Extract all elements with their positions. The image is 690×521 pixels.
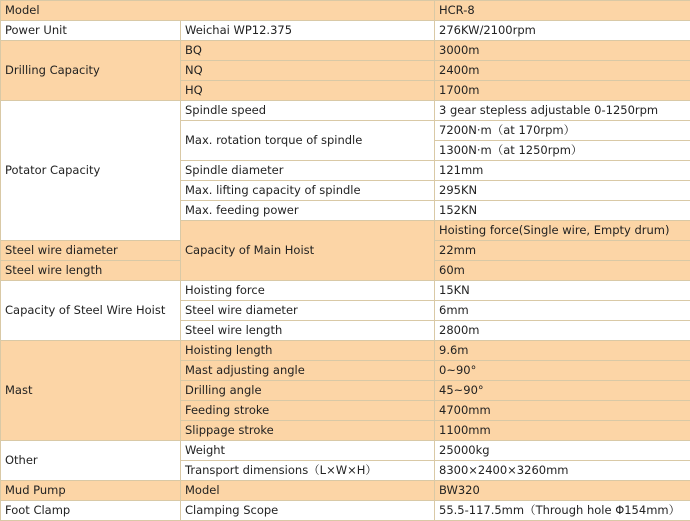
main-hoist-label: Capacity of Main Hoist <box>181 221 435 281</box>
rotator-value: 295KN <box>435 181 690 201</box>
mast-value: 45~90° <box>435 381 690 401</box>
model-label: Model <box>1 1 435 21</box>
rotator-param: Max. rotation torque of spindle <box>181 121 435 161</box>
main-hoist-value: 60m <box>435 261 690 281</box>
other-param: Transport dimensions（L×W×H） <box>181 461 435 481</box>
drilling-value: 3000m <box>435 41 690 61</box>
wire-hoist-param: Hoisting force <box>181 281 435 301</box>
mud-pump-value: BW320 <box>435 481 690 501</box>
drilling-capacity-label: Drilling Capacity <box>1 41 181 101</box>
row-foot-clamp <box>1 501 690 521</box>
foot-clamp-param: Clamping Scope <box>181 501 435 521</box>
drilling-value: 1700m <box>435 81 690 101</box>
mast-value: 1100mm <box>435 421 690 441</box>
rotator-value: 121mm <box>435 161 690 181</box>
row-wire-hoist-force <box>1 281 690 301</box>
wire-hoist-label: Capacity of Steel Wire Hoist <box>1 281 181 341</box>
row-spindle-speed <box>1 101 690 121</box>
mast-param: Drilling angle <box>181 381 435 401</box>
model-value: HCR-8 <box>435 1 690 21</box>
other-label: Other <box>1 441 181 481</box>
foot-clamp-label: Foot Clamp <box>1 501 181 521</box>
rotator-param: Max. feeding power <box>181 201 435 221</box>
main-hoist-param: Steel wire length <box>1 261 181 281</box>
rotator-capacity-label: Potator Capacity <box>1 101 181 241</box>
mast-param: Slippage stroke <box>181 421 435 441</box>
other-value: 25000kg <box>435 441 690 461</box>
mud-pump-param: Model <box>181 481 435 501</box>
rotator-value: 1300N·m（at 1250rpm） <box>435 141 690 161</box>
mast-param: Mast adjusting angle <box>181 361 435 381</box>
rotator-value: 7200N·m（at 170rpm） <box>435 121 690 141</box>
drilling-param: HQ <box>181 81 435 101</box>
other-param: Weight <box>181 441 435 461</box>
mast-value: 4700mm <box>435 401 690 421</box>
wire-hoist-value: 2800m <box>435 321 690 341</box>
row-mud-pump <box>1 481 690 501</box>
main-hoist-param: Hoisting force(Single wire, Empty drum) <box>435 221 690 241</box>
row-power-unit <box>1 21 690 41</box>
mud-pump-label: Mud Pump <box>1 481 181 501</box>
main-hoist-param: Steel wire diameter <box>1 241 181 261</box>
row-other-weight <box>1 441 690 461</box>
mast-label: Mast <box>1 341 181 441</box>
mast-value: 9.6m <box>435 341 690 361</box>
rotator-param: Spindle diameter <box>181 161 435 181</box>
power-unit-param: Weichai WP12.375 <box>181 21 435 41</box>
rotator-value: 152KN <box>435 201 690 221</box>
wire-hoist-param: Steel wire length <box>181 321 435 341</box>
power-unit-value: 276KW/2100rpm <box>435 21 690 41</box>
rotator-param: Max. lifting capacity of spindle <box>181 181 435 201</box>
main-hoist-value: 22mm <box>435 241 690 261</box>
other-value: 8300×2400×3260mm <box>435 461 690 481</box>
power-unit-label: Power Unit <box>1 21 181 41</box>
drilling-value: 2400m <box>435 61 690 81</box>
mast-value: 0~90° <box>435 361 690 381</box>
wire-hoist-value: 15KN <box>435 281 690 301</box>
foot-clamp-value: 55.5-117.5mm（Through hole Φ154mm） <box>435 501 690 521</box>
drilling-param: NQ <box>181 61 435 81</box>
row-drilling-bq <box>1 41 690 61</box>
wire-hoist-value: 6mm <box>435 301 690 321</box>
rotator-value: 3 gear stepless adjustable 0-1250rpm <box>435 101 690 121</box>
mast-param: Hoisting length <box>181 341 435 361</box>
wire-hoist-param: Steel wire diameter <box>181 301 435 321</box>
row-mast-hoisting-length <box>1 341 690 361</box>
rotator-param: Spindle speed <box>181 101 435 121</box>
row-model <box>1 1 690 21</box>
drilling-param: BQ <box>181 41 435 61</box>
mast-param: Feeding stroke <box>181 401 435 421</box>
